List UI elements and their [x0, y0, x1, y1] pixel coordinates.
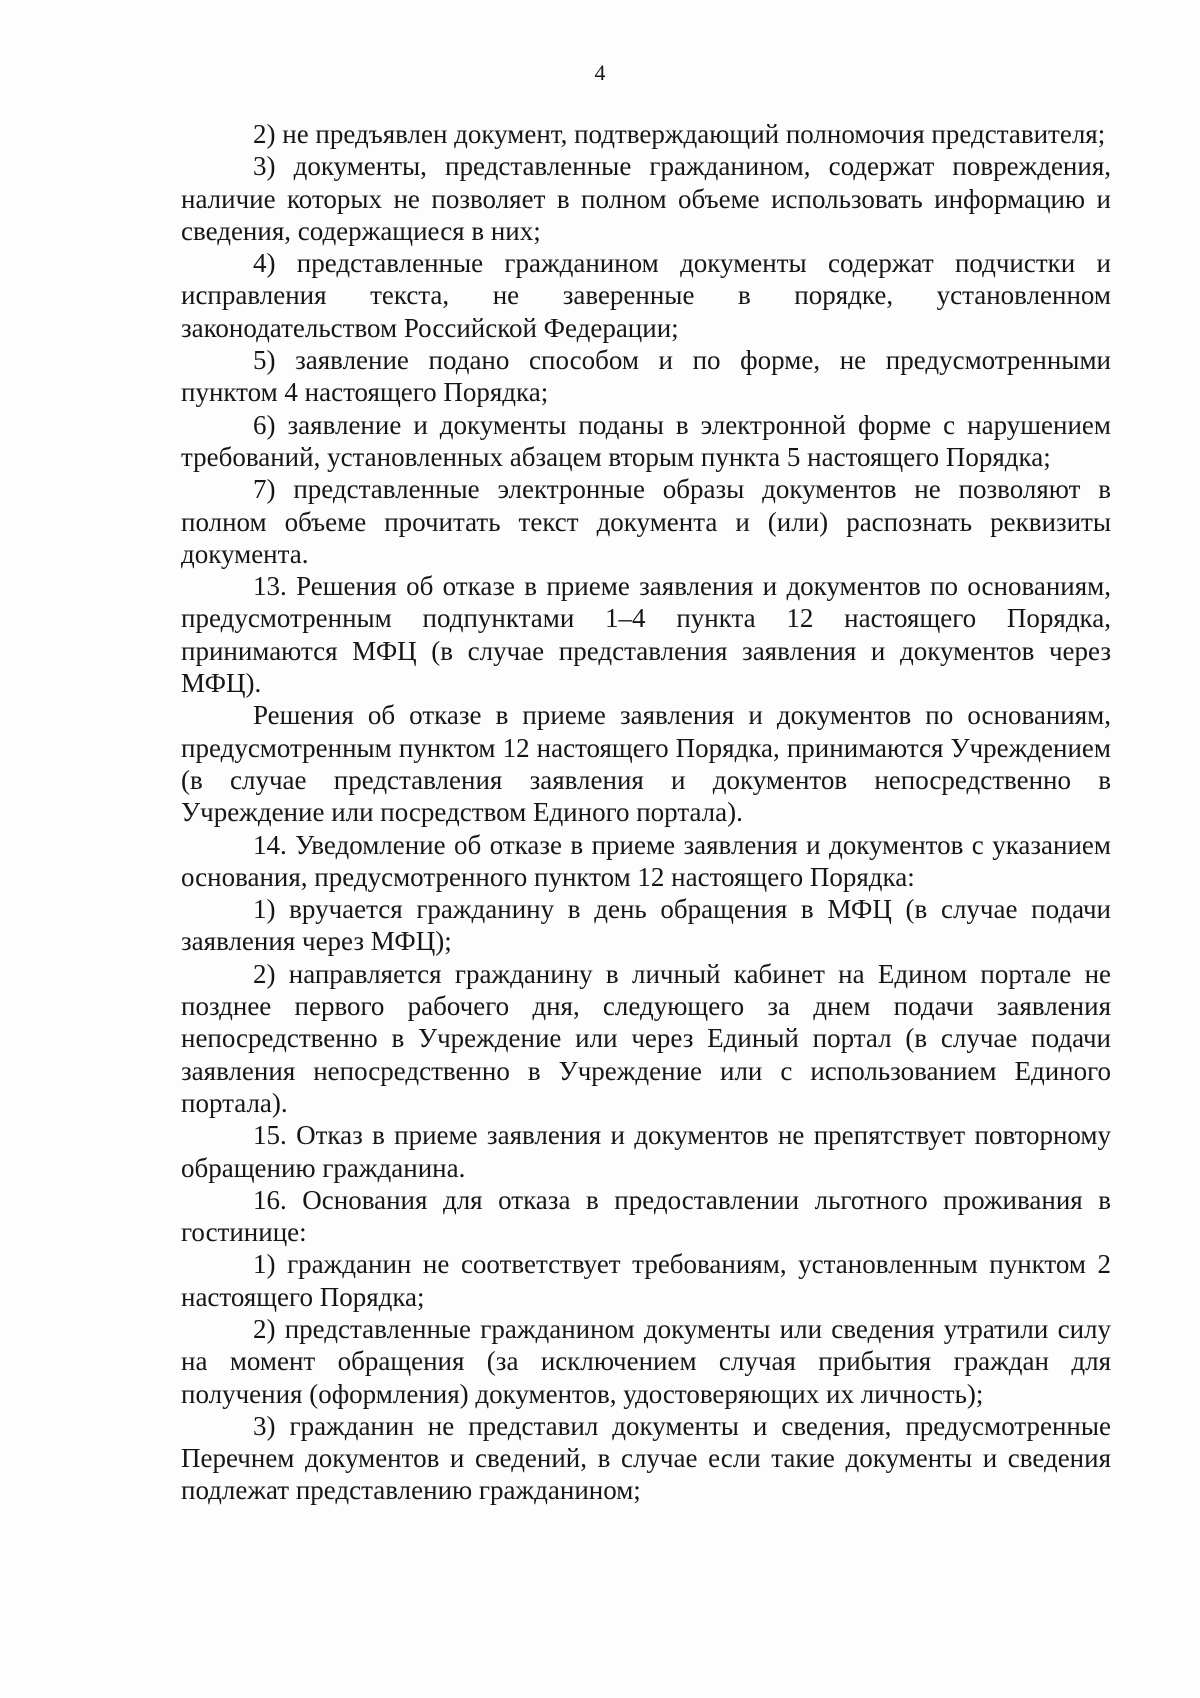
paragraph-item-7-unreadable-images: 7) представленные электронные образы документов не позволяют в полном объеме прочитать текст документа и (или) распознать реквизиты документа. [181, 474, 1111, 569]
paragraph-section-16-item-2: 2) представленные гражданином документы или сведения утратили силу на момент обращения (за исключением случая прибытия граждан для получения (оформления) документов, удостоверяющих их личность); [181, 1313, 1111, 1409]
paragraph-item-3-damaged-documents: 3) документы, представленные гражданином, содержат повреждения, наличие которых не позволяет в полном объеме использовать информацию и сведения, содержащиеся в них; [181, 151, 1111, 246]
paragraph-item-4-erasures: 4) представленные гражданином документы содержат подчистки и исправления текста, не заверенные в порядке, установленном законодательством Российской Федерации; [181, 248, 1111, 343]
paragraph-section-14-item-2: 2) направляется гражданину в личный кабинет на Едином портале не позднее первого рабочего дня, следующего за днем подачи заявления непосредственно в Учреждение или через Единый портал (в случае подачи заявления непосредственно в Учреждение или с использованием Единого портала). [181, 958, 1111, 1118]
paragraph-section-16-item-3: 3) гражданин не представил документы и сведения, предусмотренные Перечнем документов и сведений, в случае если такие документы и сведения подлежат представлению гражданином; [181, 1410, 1111, 1506]
paragraph-item-6-electronic-violation: 6) заявление и документы поданы в электронной форме с нарушением требований, установленных абзацем вторым пункта 5 настоящего Порядка; [181, 409, 1111, 472]
paragraph-section-13: 13. Решения об отказе в приеме заявления и документов по основаниям, предусмотренным подпунктами 1–4 пункта 12 настоящего Порядка, принимаются МФЦ (в случае представления заявления и документов через МФЦ). [181, 571, 1111, 699]
paragraph-section-16: 16. Основания для отказа в предоставлении льготного проживания в гостинице: [181, 1184, 1111, 1248]
paragraph-section-13-institution: Решения об отказе в приеме заявления и документов по основаниям, предусмотренным пунктом 12 настоящего Порядка, принимаются Учреждением (в случае представления заявления и документов непосредственно в Учреждение или посредством Единого портала). [181, 700, 1111, 828]
paragraph-item-2-no-authority-document: 2) не предъявлен документ, подтверждающий полномочия представителя; [253, 119, 1106, 149]
paragraph-section-15: 15. Отказ в приеме заявления и документов не препятствует повторному обращению гражданина. [181, 1120, 1111, 1183]
paragraph-item-5-wrong-form: 5) заявление подано способом и по форме, не предусмотренными пунктом 4 настоящего Порядка; [181, 345, 1111, 408]
paragraph-section-14-item-1: 1) вручается гражданину в день обращения в МФЦ (в случае подачи заявления через МФЦ); [181, 894, 1111, 957]
document-body [181, 118, 1111, 1507]
page-number: 4 [594, 60, 606, 85]
paragraph-section-16-item-1: 1) гражданин не соответствует требованиям, установленным пунктом 2 настоящего Порядка; [181, 1249, 1111, 1312]
paragraph-section-14: 14. Уведомление об отказе в приеме заявления и документов с указанием основания, предусмотренного пунктом 12 настоящего Порядка: [181, 829, 1111, 892]
